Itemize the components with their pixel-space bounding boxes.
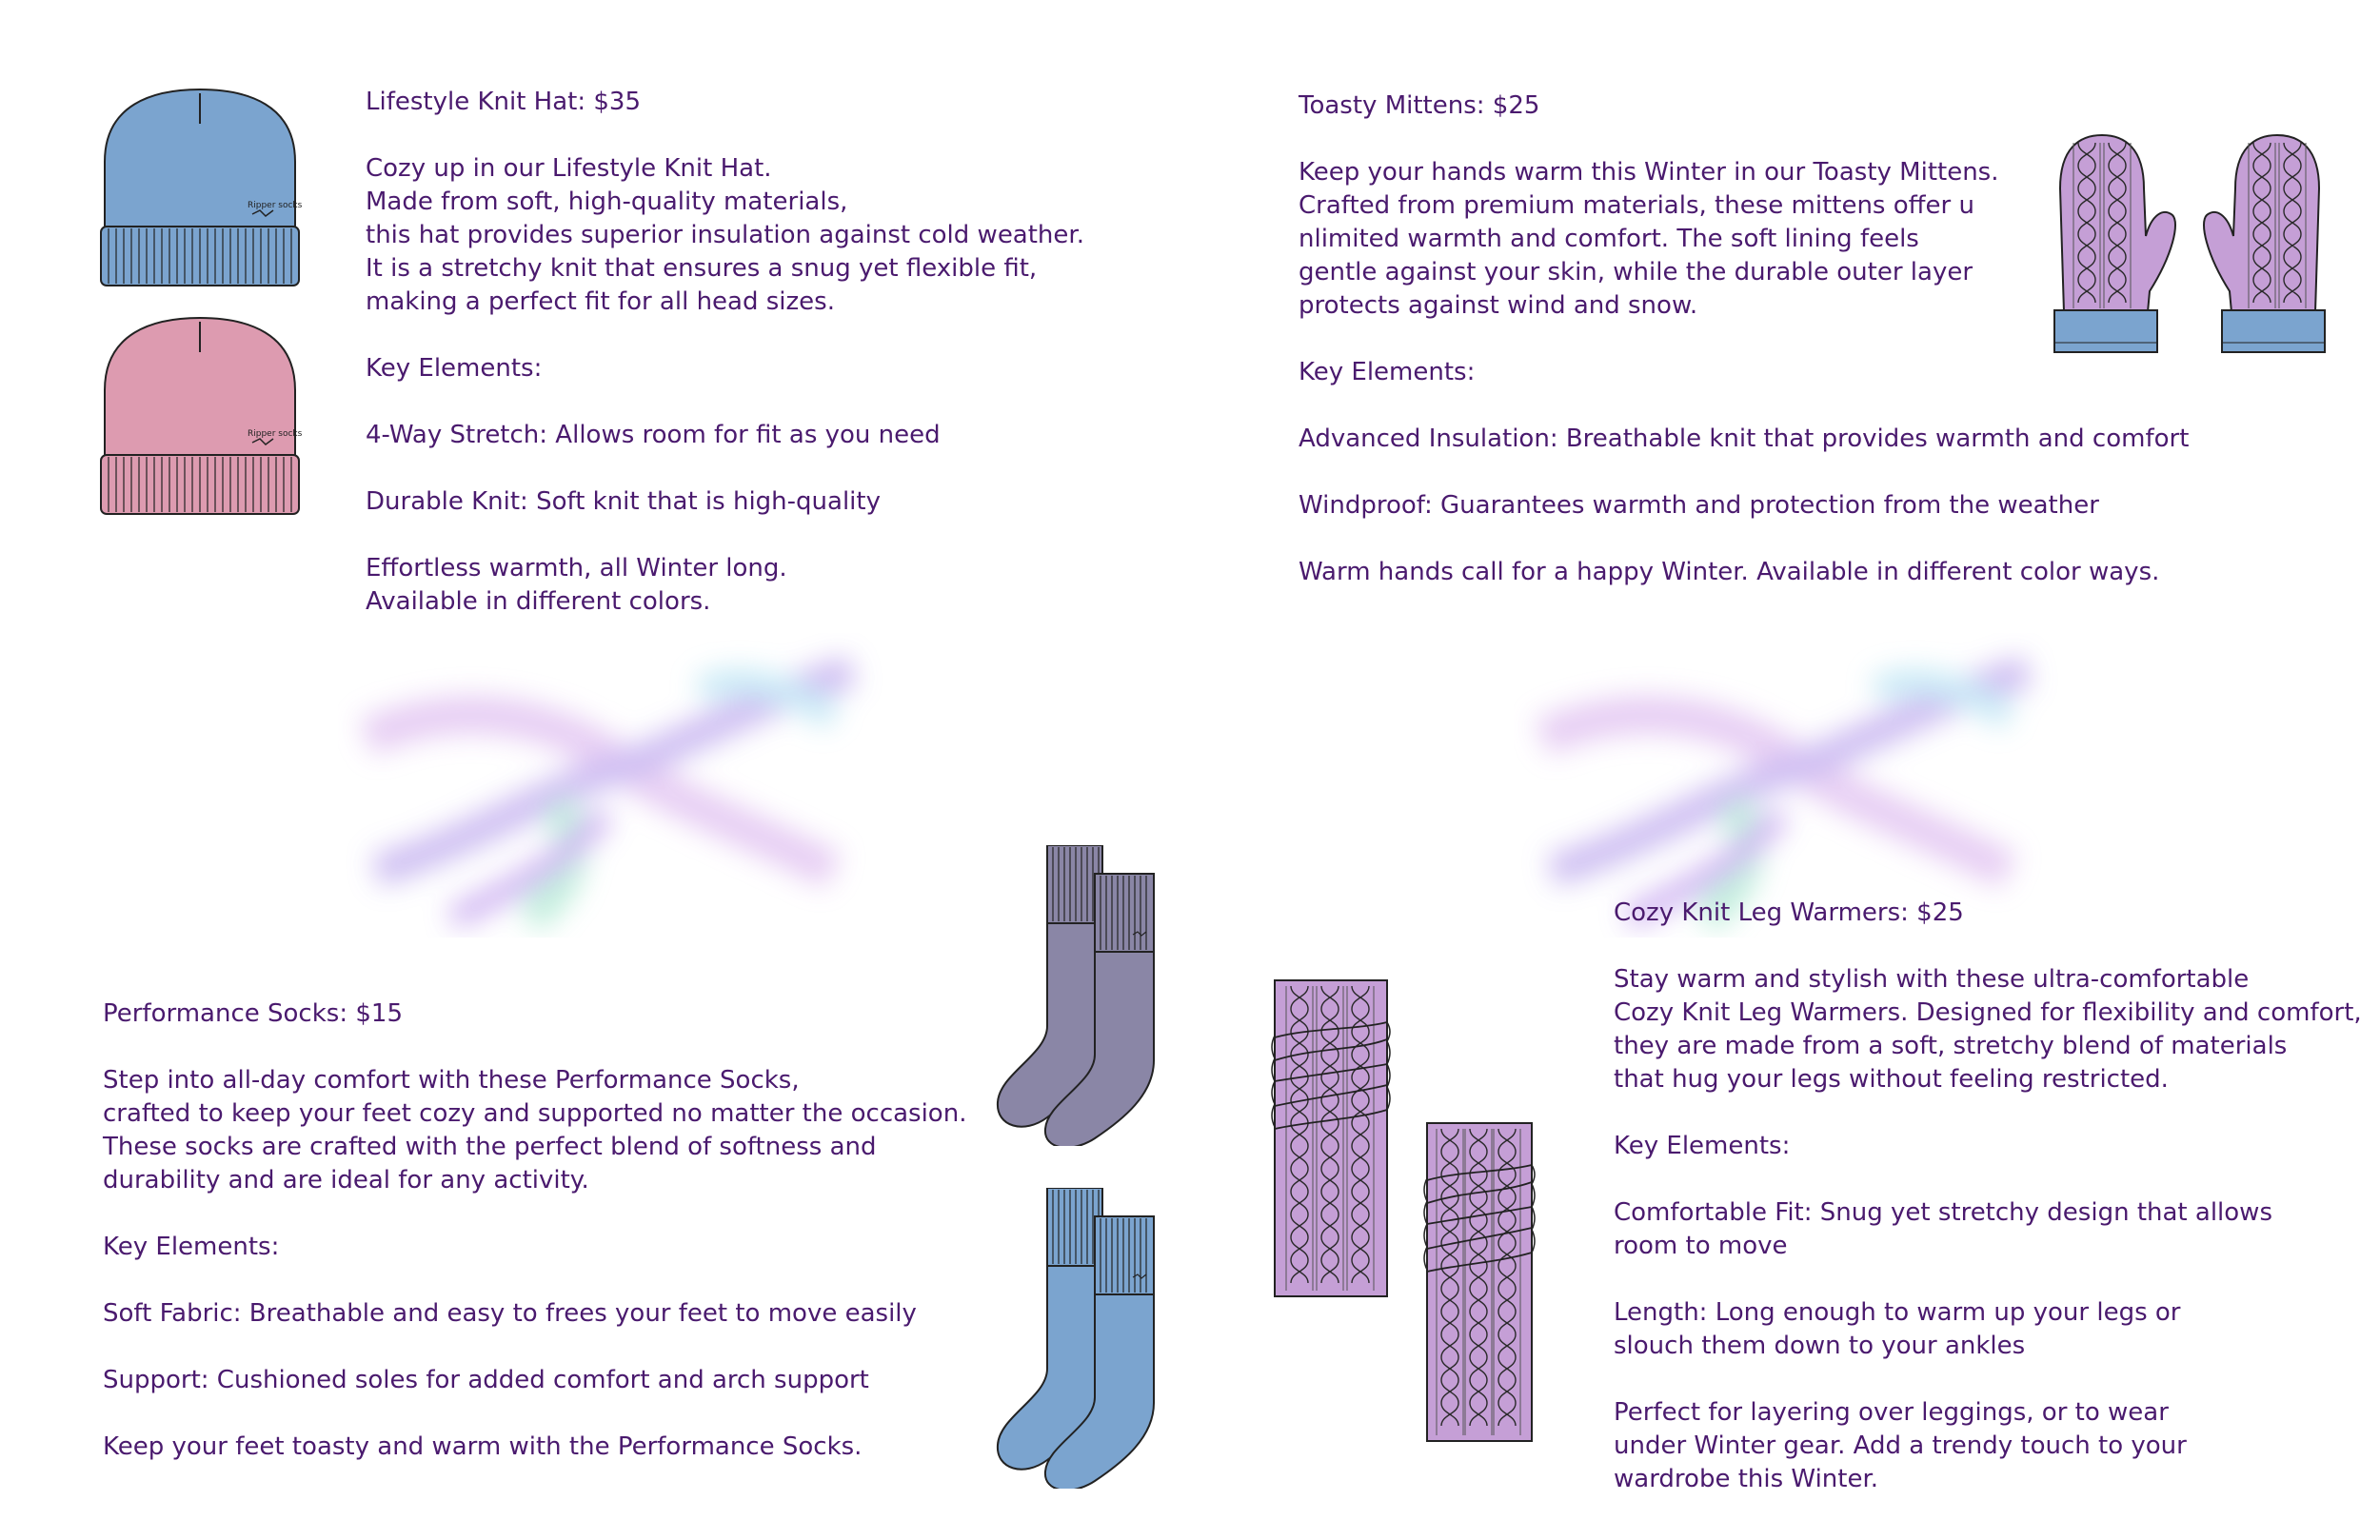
- legwarmers-closing-line: under Winter gear. Add a trendy touch to your: [1614, 1431, 2187, 1460]
- mittens-desc-line: nlimited warmth and comfort. The soft lining feels: [1299, 225, 1919, 253]
- legwarmers-closing-line: Perfect for layering over leggings, or to wear: [1614, 1398, 2169, 1427]
- legwarmers-element: room to move: [1614, 1232, 1788, 1260]
- socks-closing-line: Keep your feet toasty and warm with the Performance Socks.: [103, 1432, 863, 1461]
- socks-title: Performance Socks: $15: [103, 999, 403, 1028]
- mittens-desc-line: gentle against your skin, while the durable outer layer: [1299, 258, 1973, 286]
- mittens-title: Toasty Mittens: $25: [1299, 91, 1540, 120]
- svg-text:Ripper socks: Ripper socks: [248, 201, 303, 210]
- socks-desc-line: crafted to keep your feet cozy and supported no matter the occasion.: [103, 1099, 967, 1128]
- socks-element: Soft Fabric: Breathable and easy to frees your feet to move easily: [103, 1299, 917, 1328]
- hat-closing-line: Effortless warmth, all Winter long.: [366, 554, 787, 582]
- hat-closing-line: Available in different colors.: [366, 587, 711, 616]
- hat-key-heading: Key Elements:: [366, 354, 543, 383]
- mittens-closing-line: Warm hands call for a happy Winter. Available in different color ways.: [1299, 558, 2160, 586]
- mittens-desc-line: Crafted from premium materials, these mittens offer u: [1299, 191, 1974, 220]
- mittens-element: Windproof: Guarantees warmth and protection from the weather: [1299, 491, 2099, 520]
- mittens-key-heading: Key Elements:: [1299, 358, 1476, 386]
- leg-warmer-long-illustration: [1271, 978, 1395, 1302]
- socks-description: [103, 997, 966, 1464]
- legwarmers-desc-line: Cozy Knit Leg Warmers. Designed for flexibility and comfort,: [1614, 998, 2362, 1027]
- hat-desc-line: It is a stretchy knit that ensures a snug yet flexible fit,: [366, 254, 1038, 283]
- hat-element: 4-Way Stretch: Allows room for fit as you need: [366, 421, 941, 449]
- svg-text:Ripper socks: Ripper socks: [248, 429, 303, 439]
- legwarmers-closing-line: wardrobe this Winter.: [1614, 1465, 1879, 1493]
- knit-hat-blue-illustration: [95, 86, 305, 290]
- socks-desc-line: Step into all-day comfort with these Performance Socks,: [103, 1066, 800, 1095]
- legwarmers-desc-line: they are made from a soft, stretchy blend of materials: [1614, 1032, 2288, 1060]
- legwarmers-desc-line: Stay warm and stylish with these ultra-comfortable: [1614, 965, 2250, 994]
- socks-desc-line: durability and are ideal for any activity.: [103, 1166, 589, 1194]
- legwarmers-element: Comfortable Fit: Snug yet stretchy design that allows: [1614, 1198, 2272, 1227]
- hat-desc-line: making a perfect fit for all head sizes.: [366, 287, 835, 316]
- hat-element: Durable Knit: Soft knit that is high-quality: [366, 487, 881, 516]
- legwarmers-element: slouch them down to your ankles: [1614, 1332, 2026, 1360]
- socks-element: Support: Cushioned soles for added comfort and arch support: [103, 1366, 869, 1394]
- hat-title: Lifestyle Knit Hat: $35: [366, 88, 642, 116]
- mitten-right-illustration: [2199, 131, 2332, 360]
- knit-hat-pink-illustration: [95, 314, 305, 523]
- socks-desc-line: These socks are crafted with the perfect blend of softness and: [103, 1133, 877, 1161]
- socks-blue-illustration: [990, 1188, 1171, 1489]
- mitten-left-illustration: [2047, 131, 2180, 360]
- mittens-element: Advanced Insulation: Breathable knit that provides warmth and comfort: [1299, 424, 2190, 453]
- hat-desc-line: this hat provides superior insulation against cold weather.: [366, 221, 1084, 249]
- decorative-swoosh-left: [338, 633, 890, 938]
- socks-purple-illustration: [990, 845, 1171, 1146]
- decorative-swoosh-right: [1514, 633, 2066, 938]
- mittens-desc-line: protects against wind and snow.: [1299, 291, 1698, 320]
- mittens-desc-line: Keep your hands warm this Winter in our Toasty Mittens.: [1299, 158, 1999, 187]
- socks-key-heading: Key Elements:: [103, 1233, 280, 1261]
- legwarmers-key-heading: Key Elements:: [1614, 1132, 1791, 1160]
- hat-desc-line: Cozy up in our Lifestyle Knit Hat.: [366, 154, 772, 183]
- leg-warmer-slouched-illustration: [1423, 1121, 1547, 1445]
- legwarmers-description: [1614, 897, 2362, 1496]
- legwarmers-element: Length: Long enough to warm up your legs or: [1614, 1298, 2181, 1327]
- hat-description: [366, 86, 1084, 619]
- legwarmers-desc-line: that hug your legs without feeling restricted.: [1614, 1065, 2169, 1094]
- legwarmers-title: Cozy Knit Leg Warmers: $25: [1614, 898, 1964, 927]
- hat-desc-line: Made from soft, high-quality materials,: [366, 188, 848, 216]
